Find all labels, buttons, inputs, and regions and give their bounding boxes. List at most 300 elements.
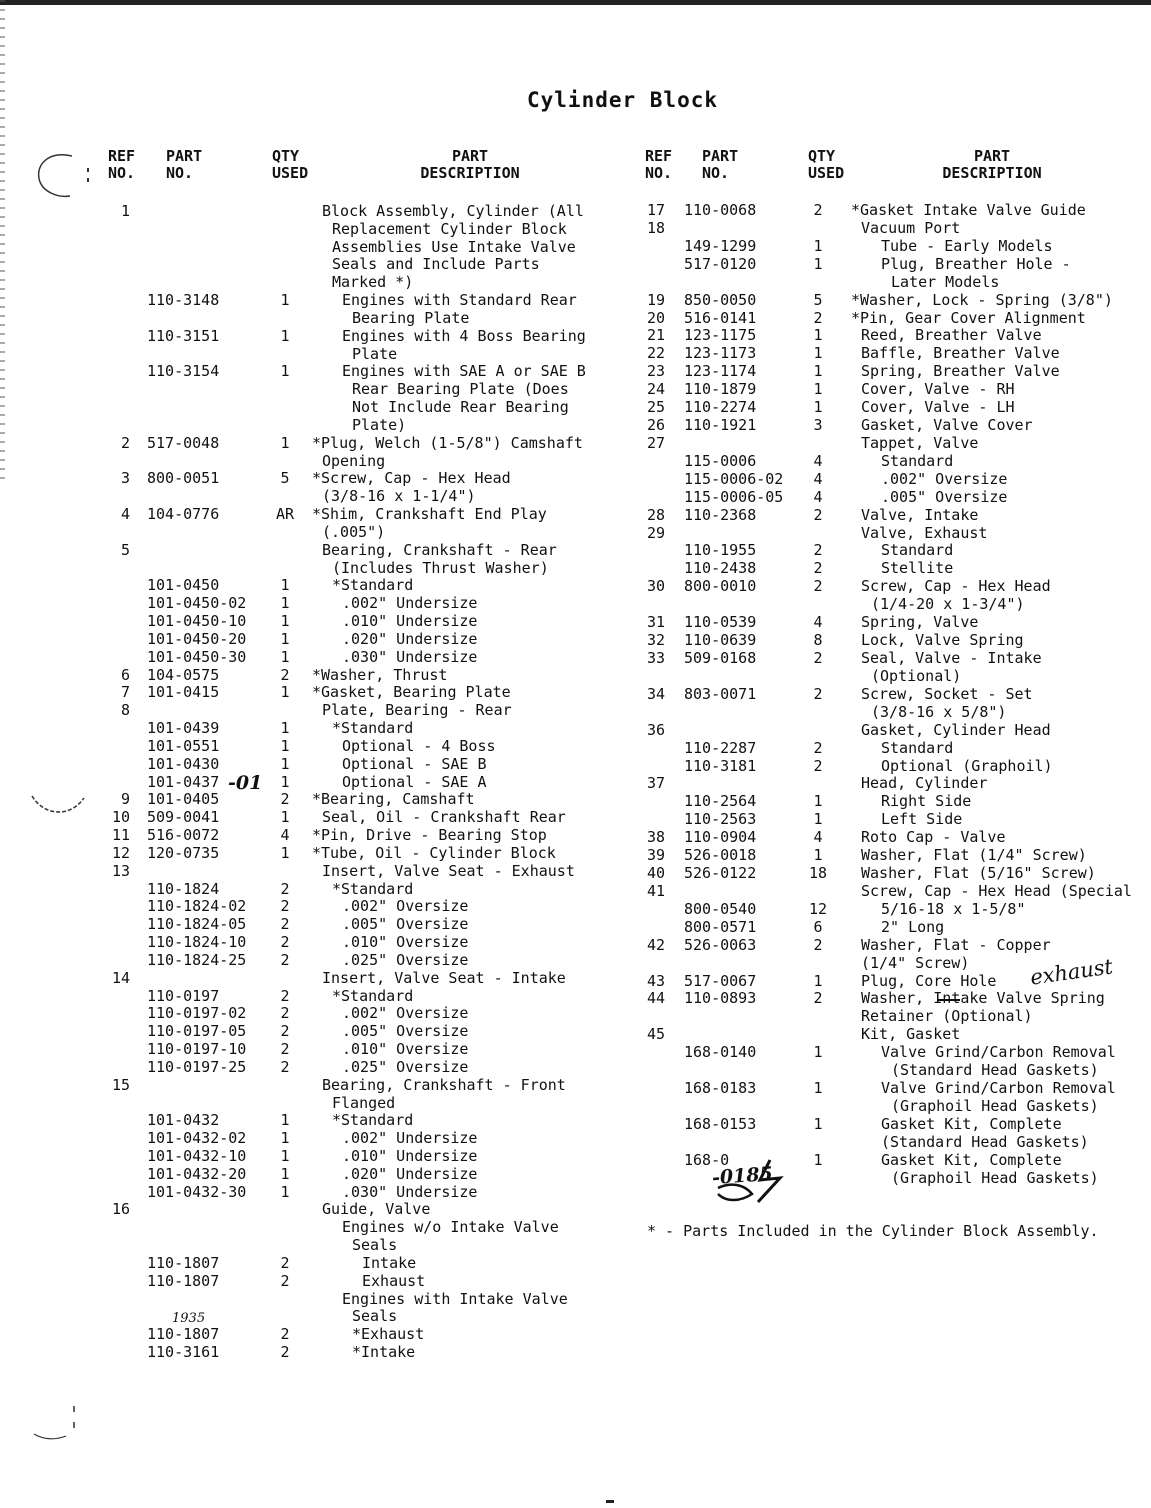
qty-used: 5	[280, 469, 290, 488]
qty-used: 1	[280, 629, 290, 648]
qty-used: 2	[280, 1004, 290, 1023]
ref-no: 45	[647, 1025, 666, 1044]
part-description: Standard	[881, 541, 954, 560]
part-no: 509-0041	[147, 808, 220, 827]
part-no: 800-0540	[684, 899, 757, 918]
part-description: .005" Oversize	[342, 1022, 469, 1041]
part-description: Insert, Valve Seat - Intake	[322, 968, 566, 987]
qty-used: 1	[280, 326, 290, 345]
part-no: 850-0050	[684, 290, 757, 309]
qty-used: 1	[813, 846, 823, 865]
part-description: Plug, Breather Hole -	[881, 254, 1071, 273]
part-no: 110-0197-05	[147, 1022, 247, 1041]
qty-used: 1	[813, 254, 823, 273]
qty-used: 2	[813, 201, 823, 219]
qty-used: 2	[280, 897, 290, 916]
part-no: 101-0432-30	[147, 1182, 247, 1201]
part-description: (Standard Head Gaskets)	[891, 1061, 1099, 1080]
part-description: Roto Cap - Valve	[861, 828, 1006, 847]
page-bottom-mark	[606, 1500, 614, 1503]
ref-no: 9	[120, 790, 130, 809]
part-no: 101-0432-20	[147, 1164, 247, 1183]
part-no: 110-2274	[684, 398, 757, 417]
qty-used: 2	[813, 935, 823, 954]
qty-used: 1	[280, 362, 290, 381]
ref-no: 34	[647, 684, 666, 703]
qty-used: 2	[280, 1343, 290, 1362]
part-description: Engines w/o Intake Valve	[342, 1218, 559, 1237]
part-no: 101-0450	[147, 576, 220, 595]
part-description: *Bearing, Camshaft	[312, 790, 475, 809]
part-no: 110-2438	[684, 559, 757, 578]
part-no: 110-0893	[684, 989, 757, 1008]
qty-used: 2	[280, 1022, 290, 1041]
qty-used: 1	[280, 1146, 290, 1165]
part-description: Seals and Include Parts	[332, 255, 540, 274]
part-description: *Standard	[332, 719, 414, 738]
part-description: Baffle, Breather Valve	[861, 344, 1060, 363]
binder-hole-mark-bottom	[30, 1400, 80, 1444]
part-description: Cover, Valve - RH	[861, 380, 1015, 399]
qty-used: 2	[280, 790, 290, 809]
ref-no: 39	[647, 846, 666, 865]
part-no: 110-0904	[684, 828, 757, 847]
part-no: 110-0197-02	[147, 1004, 247, 1023]
part-description: .002" Oversize	[342, 897, 469, 916]
qty-used: 1	[280, 683, 290, 702]
qty-used: 4	[813, 613, 823, 632]
qty-used: 1	[280, 594, 290, 613]
part-description: Screw, Cap - Hex Head (Special	[861, 881, 1132, 900]
part-no: 123-1175	[684, 326, 757, 345]
part-no: 110-1824-10	[147, 933, 247, 952]
part-description: (.005")	[322, 522, 386, 541]
part-no: 110-2287	[684, 738, 757, 757]
part-description: Washer, Intake Valve Spring	[861, 989, 1105, 1008]
part-description: .010" Oversize	[342, 1040, 469, 1058]
ref-no: 5	[120, 540, 130, 559]
part-description: Rear Bearing Plate (Does	[352, 380, 569, 399]
part-description: .030" Undersize	[342, 1182, 478, 1201]
part-no: 101-0551	[147, 736, 220, 755]
qty-used: 2	[813, 649, 823, 667]
part-description: .010" Oversize	[342, 933, 469, 952]
ref-no: 13	[111, 861, 130, 880]
page-top-edge	[0, 0, 1151, 5]
part-description: Standard	[881, 738, 954, 757]
part-description: Marked *)	[332, 273, 414, 292]
header-qty-right: QTY USED	[808, 147, 845, 182]
qty-used: 1	[813, 398, 823, 417]
part-no: 101-0439	[147, 719, 220, 738]
header-description-left: PART DESCRIPTION	[420, 147, 520, 182]
part-description: Later Models	[891, 272, 1000, 291]
qty-used: 3	[813, 416, 823, 435]
ref-no: 23	[647, 362, 666, 381]
part-description: Valve Grind/Carbon Removal	[881, 1043, 1116, 1062]
part-no: 123-1174	[684, 362, 757, 381]
qty-used: 1	[813, 1079, 823, 1098]
part-description: Valve, Exhaust	[861, 523, 988, 542]
qty-used: 2	[280, 933, 290, 952]
part-description: Optional (Graphoil)	[881, 756, 1053, 775]
part-description: Assemblies Use Intake Valve	[332, 237, 576, 256]
qty-used: 1	[280, 291, 290, 310]
part-description: .030" Undersize	[342, 647, 478, 666]
ref-no: 24	[647, 380, 666, 399]
ref-no: 41	[647, 881, 666, 900]
part-no: 123-1173	[684, 344, 757, 363]
ref-no: 42	[647, 935, 666, 954]
qty-used: 4	[813, 828, 823, 847]
ref-no: 20	[647, 308, 666, 327]
part-description: Plate, Bearing - Rear	[322, 701, 512, 720]
ref-no: 30	[647, 577, 666, 596]
ref-no: 26	[647, 416, 666, 435]
qty-used: 2	[813, 989, 823, 1008]
part-description: Lock, Valve Spring	[861, 631, 1024, 650]
header-qty-left: QTY USED	[272, 147, 309, 182]
part-description: Bearing, Crankshaft - Front	[322, 1075, 566, 1094]
ref-no: 19	[647, 290, 666, 309]
part-description: Spring, Valve	[861, 613, 979, 632]
part-no: 516-0141	[684, 308, 757, 327]
qty-used: 1	[280, 612, 290, 631]
part-no: 110-0639	[684, 631, 757, 650]
qty-used: 4	[813, 451, 823, 470]
part-description: Washer, Flat (5/16" Screw)	[861, 864, 1096, 883]
qty-used: 1	[813, 326, 823, 345]
part-no: 110-0197	[147, 986, 220, 1005]
part-no: 110-1921	[684, 416, 757, 435]
ref-no: 16	[111, 1200, 130, 1219]
ref-no: 29	[647, 523, 666, 542]
part-description: Gasket Kit, Complete	[881, 1114, 1062, 1133]
ref-no: 40	[647, 864, 666, 883]
ref-no: 10	[111, 808, 130, 827]
part-no: 526-0122	[684, 864, 757, 883]
part-description: Gasket, Cylinder Head	[861, 720, 1051, 739]
qty-used: 1	[280, 772, 290, 791]
qty-used: 2	[280, 1057, 290, 1076]
part-description: (Standard Head Gaskets)	[881, 1132, 1089, 1151]
ref-no: 38	[647, 828, 666, 847]
part-no: 110-1824-05	[147, 915, 247, 934]
qty-used: 1	[813, 810, 823, 829]
part-no: 101-0405	[147, 790, 220, 809]
scan-edge-artifact	[0, 0, 5, 480]
part-description: 5/16-18 x 1-5/8"	[881, 899, 1026, 918]
qty-used: 2	[280, 1271, 290, 1290]
binder-hole-mark-middle	[30, 788, 90, 822]
part-description: .020" Undersize	[342, 629, 478, 648]
part-description: .005" Oversize	[342, 915, 469, 934]
qty-used: 1	[813, 344, 823, 363]
part-no: 110-1955	[684, 541, 757, 560]
header-part-no-left: PART NO.	[166, 147, 203, 182]
header-part-no-right: PART NO.	[702, 147, 739, 182]
ref-no: 12	[111, 843, 130, 862]
part-no: 110-2563	[684, 810, 757, 829]
part-no: 110-2564	[684, 792, 757, 811]
qty-used: 1	[280, 1182, 290, 1201]
part-description: Engines with SAE A or SAE B	[342, 362, 586, 381]
part-no: 110-1807	[147, 1271, 220, 1290]
part-description: Engines with Standard Rear	[342, 291, 577, 310]
part-no: 168-0140	[684, 1043, 757, 1062]
part-description: Tube - Early Models	[881, 236, 1053, 255]
part-description: Replacement Cylinder Block	[332, 219, 567, 238]
part-description: *Tube, Oil - Cylinder Block	[312, 843, 556, 862]
part-description: .020" Undersize	[342, 1164, 478, 1183]
part-no: 110-1824	[147, 879, 220, 898]
qty-used: 1	[813, 1043, 823, 1062]
part-description: (Graphoil Head Gaskets)	[891, 1097, 1099, 1115]
part-no: 115-0006-02	[684, 469, 784, 488]
ref-no: 15	[111, 1075, 130, 1094]
ref-no: 27	[647, 433, 666, 452]
part-no: 104-0575	[147, 665, 220, 684]
qty-used: 1	[813, 236, 823, 255]
part-description: Retainer (Optional)	[861, 1007, 1033, 1026]
part-description: Tappet, Valve	[861, 433, 979, 452]
handwritten-suffix: -01	[228, 772, 263, 794]
part-description: Intake	[362, 1253, 417, 1272]
part-description: (Graphoil Head Gaskets)	[891, 1168, 1099, 1187]
part-no: 110-3148	[147, 291, 220, 310]
part-no: 509-0168	[684, 649, 757, 667]
part-no: 149-1299	[684, 236, 757, 255]
qty-used: 1	[280, 1164, 290, 1183]
part-no: 110-0068	[684, 201, 757, 219]
part-description: Cover, Valve - LH	[861, 398, 1015, 417]
part-no: 104-0776	[147, 505, 220, 524]
part-description: Guide, Valve	[322, 1200, 431, 1219]
page-title: Cylinder Block	[527, 88, 719, 112]
part-no: 110-3181	[684, 756, 757, 775]
part-description: Not Include Rear Bearing	[352, 398, 569, 417]
part-description: Plate	[352, 344, 398, 363]
qty-used: 1	[280, 808, 290, 827]
ref-no: 21	[647, 326, 666, 345]
footnote: * - Parts Included in the Cylinder Block Assembly.	[647, 1222, 1099, 1240]
header-ref-no-right: REF NO.	[645, 147, 673, 182]
part-no: 517-0067	[684, 971, 757, 990]
qty-used: 1	[280, 719, 290, 738]
part-description: .002" Undersize	[342, 1129, 478, 1148]
part-description: Right Side	[881, 792, 972, 811]
part-no: 800-0051	[147, 469, 220, 488]
part-no: 516-0072	[147, 826, 220, 845]
qty-used: 2	[813, 684, 823, 703]
part-no: 120-0735	[147, 843, 220, 862]
ref-no: 31	[647, 613, 666, 632]
qty-used: 2	[813, 308, 823, 327]
part-no: 115-0006	[684, 451, 757, 470]
ref-no: 7	[120, 683, 130, 702]
ref-no: 3	[120, 469, 130, 488]
part-description: *Standard	[332, 986, 414, 1005]
ref-no: 4	[120, 505, 130, 524]
qty-used: 4	[280, 826, 290, 845]
part-no: 101-0450-02	[147, 594, 247, 613]
qty-used: 2	[813, 505, 823, 524]
ref-no: 36	[647, 720, 666, 739]
part-description: Optional - SAE A	[342, 772, 487, 791]
ref-no: 2	[120, 433, 130, 452]
part-description: *Standard	[332, 879, 414, 898]
qty-used: 2	[813, 577, 823, 596]
qty-used: 1	[813, 362, 823, 381]
part-no: 800-0010	[684, 577, 757, 596]
part-description: *Standard	[332, 576, 414, 595]
qty-used: 18	[808, 864, 828, 883]
part-description: 2" Long	[881, 917, 945, 936]
part-description: Washer, Flat (1/4" Screw)	[861, 846, 1087, 865]
ref-no: 33	[647, 649, 666, 667]
binder-hole-mark-top	[28, 148, 98, 204]
part-description: (3/8-16 x 5/8")	[871, 702, 1007, 721]
part-no: 110-2368	[684, 505, 757, 524]
ref-no: 28	[647, 505, 666, 524]
part-no: 526-0063	[684, 935, 757, 954]
ref-no: 18	[647, 218, 666, 237]
part-no: 110-1879	[684, 380, 757, 399]
qty-used: 1	[280, 433, 290, 452]
part-no: 101-0432	[147, 1111, 220, 1130]
part-description: Stellite	[881, 559, 954, 578]
handwritten-kit-correction: -0185	[711, 1162, 774, 1190]
part-description: Plate)	[352, 415, 407, 434]
part-description: Seal, Oil - Crankshaft Rear	[322, 808, 566, 827]
ref-no: 8	[120, 701, 130, 720]
qty-used: 1	[813, 380, 823, 399]
ref-no: 17	[647, 201, 666, 219]
part-description: Valve, Intake	[861, 505, 979, 524]
qty-used: 2	[813, 541, 823, 560]
part-description: *Pin, Gear Cover Alignment	[851, 308, 1086, 327]
part-description: *Gasket Intake Valve Guide	[851, 201, 1086, 219]
part-no: 101-0450-30	[147, 647, 247, 666]
header-description-right: PART DESCRIPTION	[942, 147, 1042, 182]
part-description: Exhaust	[362, 1271, 426, 1290]
part-description: .002" Oversize	[342, 1004, 469, 1023]
part-no: 110-0197-25	[147, 1057, 247, 1076]
ref-no: 22	[647, 344, 666, 363]
part-description: .002" Undersize	[342, 594, 478, 613]
part-no: 110-1824-02	[147, 897, 247, 916]
part-description: .025" Oversize	[342, 950, 469, 969]
part-description: (1/4" Screw)	[861, 953, 970, 972]
part-description: Optional - 4 Boss	[342, 736, 496, 755]
handwritten-exhaust-note: exhaust	[1028, 954, 1115, 990]
qty-used: 1	[280, 1129, 290, 1148]
part-description: Screw, Cap - Hex Head	[861, 577, 1051, 596]
part-no: 168-0	[684, 1150, 730, 1169]
part-description: Engines with Intake Valve	[342, 1289, 568, 1308]
part-description: .010" Undersize	[342, 612, 478, 631]
part-no: 110-1807	[147, 1325, 220, 1344]
part-description: Standard	[881, 451, 954, 470]
qty-used: 2	[813, 559, 823, 578]
part-description: .025" Oversize	[342, 1057, 469, 1076]
part-description: *Gasket, Bearing Plate	[312, 683, 511, 702]
part-no: 101-0432-10	[147, 1146, 247, 1165]
handwritten-part-correction: 1935	[172, 1311, 206, 1326]
part-no: 101-0450-20	[147, 629, 247, 648]
qty-used: 2	[280, 665, 290, 684]
qty-used: 4	[813, 487, 823, 506]
part-no: 110-1807	[147, 1253, 220, 1272]
qty-used: 2	[280, 1253, 290, 1272]
qty-used: 1	[280, 1111, 290, 1130]
qty-used: 2	[280, 986, 290, 1005]
qty-used: 1	[813, 1150, 823, 1169]
qty-used: 1	[280, 843, 290, 862]
part-description: Insert, Valve Seat - Exhaust	[322, 861, 575, 880]
ref-no: 14	[111, 968, 130, 987]
part-description: Seals	[352, 1307, 398, 1326]
part-no: 168-0183	[684, 1079, 757, 1098]
part-description: Screw, Socket - Set	[861, 684, 1033, 703]
qty-used: 1	[813, 792, 823, 811]
qty-used: 5	[813, 290, 823, 309]
qty-used: 1	[813, 1114, 823, 1133]
part-no: 101-0437	[147, 772, 220, 791]
part-description: *Exhaust	[352, 1325, 425, 1344]
part-description: Bearing Plate	[352, 308, 470, 327]
part-description: Kit, Gasket	[861, 1025, 961, 1044]
part-description: Block Assembly, Cylinder (All	[322, 202, 584, 220]
part-description: Plug, Core Hole	[861, 971, 997, 990]
part-description: *Washer, Thrust	[312, 665, 448, 684]
part-no: 526-0018	[684, 846, 757, 865]
part-no: 101-0450-10	[147, 612, 247, 631]
part-description: .005" Oversize	[881, 487, 1008, 506]
part-description: Seals	[352, 1236, 398, 1255]
part-description: Opening	[322, 451, 386, 470]
part-no: 800-0571	[684, 917, 757, 936]
part-description: (Optional)	[871, 666, 962, 685]
part-description: Bearing, Crankshaft - Rear	[322, 540, 557, 559]
part-description: *Intake	[352, 1343, 416, 1362]
part-description: *Washer, Lock - Spring (3/8")	[851, 290, 1113, 309]
part-description: Flanged	[332, 1093, 396, 1112]
qty-used: 6	[813, 917, 823, 936]
qty-used: 2	[813, 738, 823, 757]
part-description: (Includes Thrust Washer)	[332, 558, 549, 577]
part-no: 110-3161	[147, 1343, 220, 1362]
part-no: 110-3151	[147, 326, 220, 345]
part-description: (3/8-16 x 1-1/4")	[322, 487, 476, 506]
part-no: 110-1824-25	[147, 950, 247, 969]
part-description: *Shim, Crankshaft End Play	[312, 505, 547, 524]
part-no: 517-0120	[684, 254, 757, 273]
part-description: Engines with 4 Boss Bearing	[342, 326, 586, 345]
part-no: 101-0415	[147, 683, 220, 702]
ref-no: 6	[120, 665, 130, 684]
qty-used: 1	[280, 647, 290, 666]
part-no: 168-0153	[684, 1114, 757, 1133]
part-no: 517-0048	[147, 433, 220, 452]
qty-used: 2	[813, 756, 823, 775]
strike-mark	[880, 968, 960, 1008]
part-description: *Plug, Welch (1-5/8") Camshaft	[312, 433, 583, 452]
ref-no: 37	[647, 774, 666, 793]
part-description: Seal, Valve - Intake	[861, 649, 1042, 667]
part-description: Gasket, Valve Cover	[861, 416, 1033, 435]
qty-used: 2	[280, 1325, 290, 1344]
